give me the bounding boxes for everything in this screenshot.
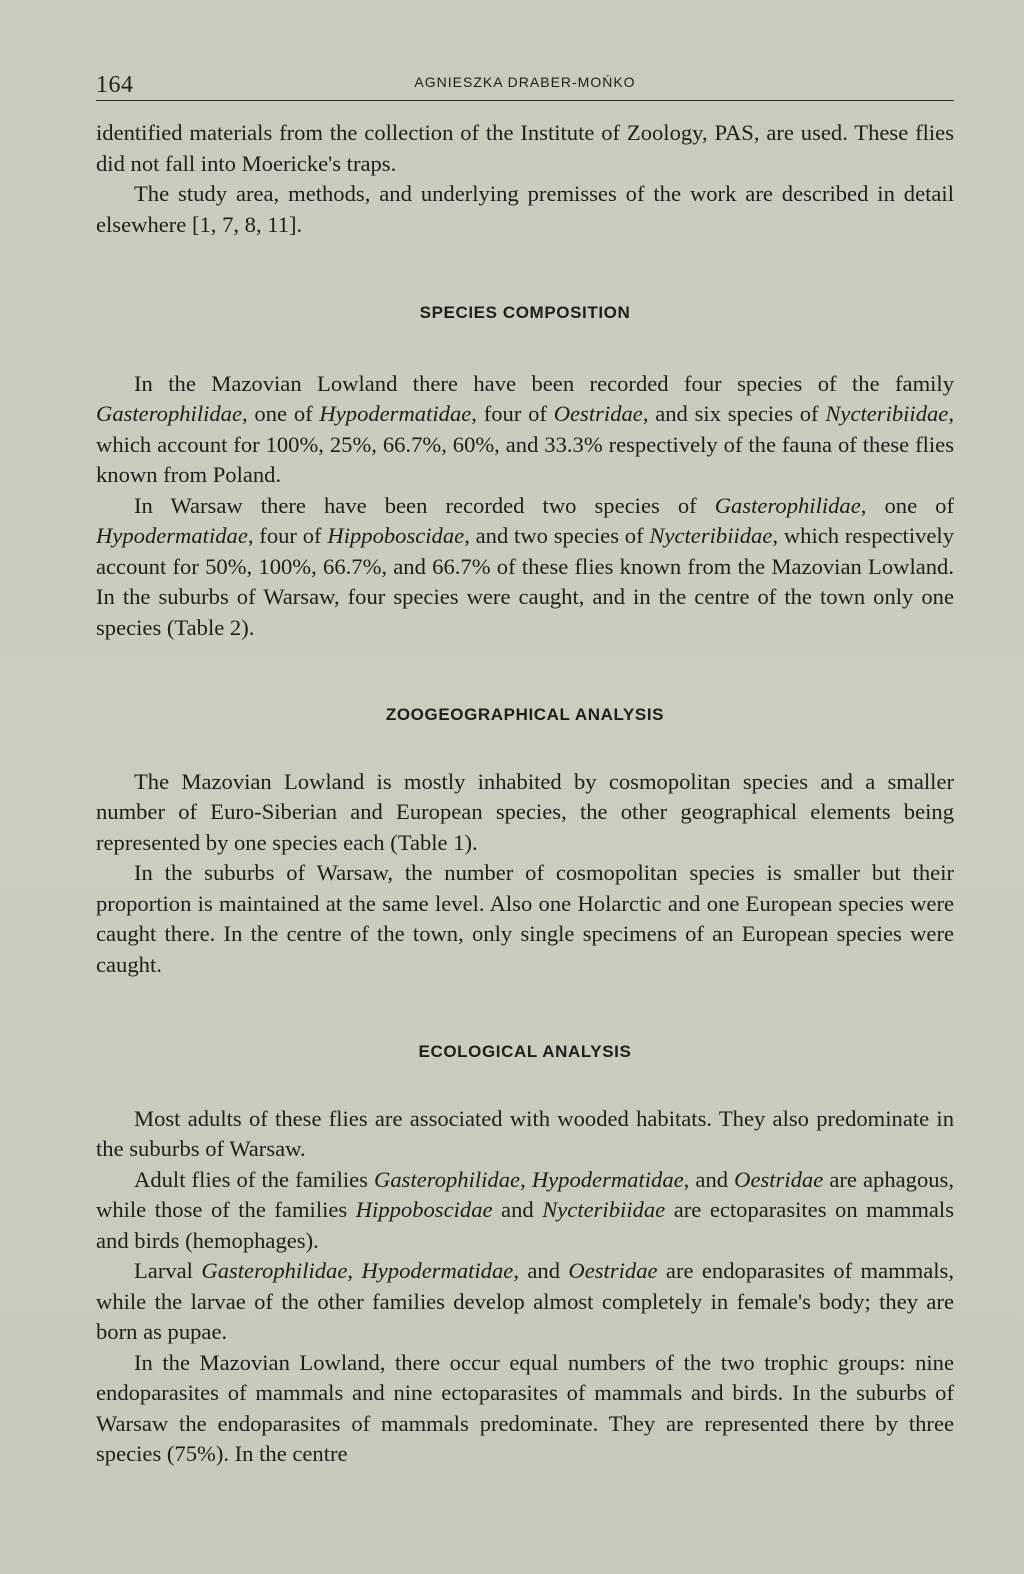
body-text (96, 118, 954, 1470)
heading-zoogeographical-analysis: ZOOGEOGRAPHICAL ANALYSIS (385, 705, 665, 724)
taxon-name: Gasterophilidae (201, 1258, 348, 1283)
taxon-name: Gasterophilidae (96, 401, 243, 426)
taxon-name: Gasterophilidae (714, 492, 861, 518)
ecological-paragraph-1: Most adults of these flies are associated with wooded habitats. They also predominate in the suburbs of Warsaw. (96, 1105, 954, 1161)
taxon-name: Nycteribiidae (542, 1197, 666, 1222)
taxon-name: Nycteribiidae (825, 401, 949, 426)
taxon-name: Hypodermatidae (319, 401, 472, 426)
taxon-name: Hypodermatidae (96, 523, 248, 548)
zoogeographical-paragraph-2: In the suburbs of Warsaw, the number of cosmopolitan species is smaller but their proportion is maintained at the same level. Also one Holarctic and one European species were caught there. In the centre of the town, only single specimens of an European species were caught. (96, 860, 954, 977)
species-composition-paragraph-2: In Warsaw there have been recorded two species of Gasterophilidae, one of Hypodermatidae, four of Hippoboscidae, and two species of Nycteribiidae, which respectively account for 50%, 100%, 66.7%, and 66.7% of these flies known from the Mazovian Lowland. In the suburbs of Warsaw, four species were caught, and in the centre of the town only one species (Table 2). (96, 492, 955, 640)
taxon-name: Hypodermatidae (361, 1258, 514, 1283)
ecological-paragraph-3: Larval Gasterophilidae, Hypodermatidae, and Oestridae are endoparasites of mammals, while the larvae of the other families develop almost completely in female's body; they are born as pupae. (96, 1258, 955, 1344)
taxon-name: Hypodermatidae (531, 1166, 684, 1192)
taxon-name: Oestridae (568, 1258, 658, 1283)
ecological-paragraph-4: In the Mazovian Lowland, there occur equal numbers of the two trophic groups: nine endoparasites of mammals and nine ectoparasites of mammals and birds. In the suburbs of Warsaw the endoparasites of mammals predominate. They are represented there by three species (75%). In the centre (96, 1349, 954, 1466)
taxon-name: Hippoboscidae (355, 1197, 493, 1222)
zoogeographical-paragraph-1: The Mazovian Lowland is mostly inhabited by cosmopolitan species and a smaller number of Euro-Siberian and European species, the other geographical elements being represented by one species each (Table 1). (96, 768, 954, 855)
taxon-name: Gasterophilidae (374, 1166, 521, 1192)
taxon-name: Hippoboscidae (327, 523, 465, 548)
taxon-name: Oestridae (553, 401, 643, 426)
taxon-name: Nycteribiidae (649, 523, 773, 548)
running-head: AGNIESZKA DRABER-MOŃKO (414, 74, 636, 90)
species-composition-paragraph-1: In the Mazovian Lowland there have been recorded four species of the family Gasterophilidae, one of Hypodermatidae, four of Oestridae, and six species of Nycteribiidae, which account for 100%, 25%, 66.7%, 60%, and 33.3% respectively of the fauna of these flies known from Poland. (96, 370, 954, 487)
intro-paragraph-1: identified materials from the collection of the Institute of Zoology, PAS, are used. These flies did not fall into Moericke's traps. (96, 120, 954, 176)
heading-species-composition: SPECIES COMPOSITION (419, 303, 631, 322)
page-header (96, 66, 954, 101)
taxon-name: Oestridae (734, 1166, 824, 1192)
page-number: 164 (96, 72, 134, 98)
heading-ecological-analysis: ECOLOGICAL ANALYSIS (418, 1042, 632, 1061)
intro-paragraph-2: The study area, methods, and underlying premisses of the work are described in detail elsewhere [1, 7, 8, 11]. (96, 181, 954, 237)
ecological-paragraph-2: Adult flies of the families Gasterophilidae, Hypodermatidae, and Oestridae are aphagous, while those of the families Hippoboscidae and Nycteribiidae are ectoparasites on mammals and birds (hemophages). (96, 1166, 955, 1253)
